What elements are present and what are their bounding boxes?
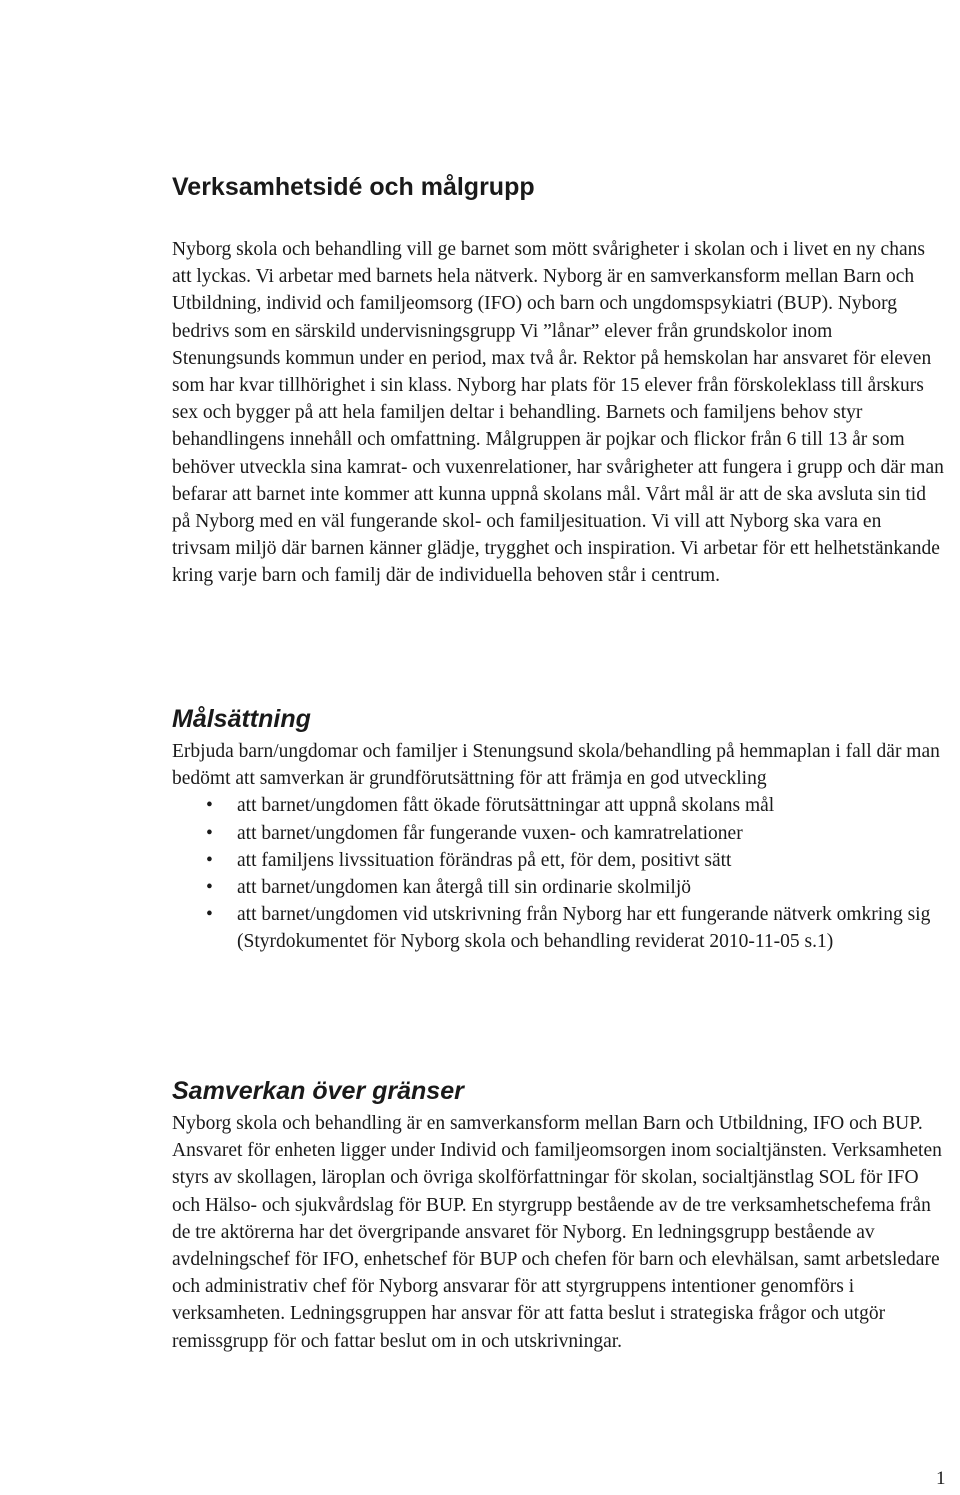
section-paragraph: Nyborg skola och behandling är en samverkansform mellan Barn och Utbildning, IFO och BUP. Ansvaret för enheten ligger under Individ och familjeomsorgen inom socialtjänsten. Verksamheten styrs av skollagen, läroplan och övriga skolförfattningar för skolan, socialtjänstlag SOL för IFO och Hälso- och sjukvårdslag för BUP. En styrgrupp bestående av de tre verksamhetschefema från de tre aktörerna har det övergripande ansvaret för Nyborg. En ledningsgrupp bestående av avdelningschef för IFO, enhetschef för BUP och chefen för barn och elevhälsan, samt arbetsledare och administrativ chef för Nyborg ansvarar för att styrgruppens intentioner genomförs i verksamheten. Ledningsgruppen har ansvar för att fatta beslut i strategiska frågor och utgör remissgrupp för och fattar beslut om in och utskrivningar. (172, 1113, 942, 1352)
list-item-text: att barnet/ungdomen fått ökade förutsättningar att uppnå skolans mål (237, 795, 775, 817)
bullet-icon: • (206, 877, 213, 899)
list-item-text: att familjens livssituation förändras på ett, för dem, positivt sätt (237, 849, 732, 871)
section-intro: Erbjuda barn/ungdomar och familjer i Stenungsund skola/behandling på hemmaplan i fall där man bedömt att samverkan är grundförutsättning för att främja en god utveckling (172, 741, 940, 790)
list-item (172, 820, 944, 847)
source-reference: (Styrdokumentet för Nyborg skola och behandling reviderat 2010-11-05 s.1) (237, 931, 834, 953)
bullet-icon: • (206, 822, 213, 844)
section-heading: Målsättning (172, 705, 311, 733)
list-item (172, 792, 944, 819)
section-heading: Verksamhetsidé och målgrupp (172, 173, 535, 201)
section-malsattning (172, 704, 944, 956)
list-item-text: att barnet/ungdomen får fungerande vuxen- och kamratrelationer (237, 822, 743, 844)
section-verksamhetside (172, 172, 944, 590)
section-samverkan (172, 1076, 944, 1355)
list-item (172, 874, 944, 901)
bullet-icon: • (206, 849, 213, 871)
goals-list (172, 792, 944, 928)
list-item-text: att barnet/ungdomen kan återgå till sin ordinarie skolmiljö (237, 877, 691, 899)
list-item-text: att barnet/ungdomen vid utskrivning från Nyborg har ett fungerande nätverk omkring sig (237, 904, 931, 926)
section-paragraph: Nyborg skola och behandling vill ge barnet som mött svårigheter i skolan och i livet en ny chans att lyckas. Vi arbetar med barnets hela nätverk. Nyborg är en samverkansform mellan Barn och Utbildning, individ och familjeomsorg (IFO) och barn och ungdomspsykiatri (BUP). Nyborg bedrivs som en särskild undervisningsgrupp Vi ”lånar” elever från grundskolor inom Stenungsunds kommun under en period, max två år. Rektor på hemskolan har ansvaret för eleven som har kvar tillhörighet i sin klass. Nyborg har plats för 15 elever från förskoleklass till årskurs sex och bygger på att hela familjen deltar i behandling. Barnets och familjens behov styr behandlingens innehåll och omfattning. Målgruppen är pojkar och flickor från 6 till 13 år som behöver utveckla sina kamrat- och vuxenrelationer, har svårigheter att fungera i grupp och där man befarar att barnet inte kommer att kunna uppnå skolans mål. Vårt mål är att de ska avsluta sin tid på Nyborg med en väl fungerande skol- och familjesituation. Vi vill att Nyborg ska vara en trivsam miljö där barnen känner glädje, trygghet och inspiration. Vi arbetar för ett helhetstänkande kring varje barn och familj där de individuella behoven står i centrum. (172, 239, 944, 587)
bullet-icon: • (206, 795, 213, 817)
bullet-icon: • (206, 904, 213, 926)
page-number: 1 (936, 1468, 946, 1489)
list-item (172, 901, 944, 928)
list-item (172, 847, 944, 874)
section-heading: Samverkan över gränser (172, 1077, 464, 1105)
